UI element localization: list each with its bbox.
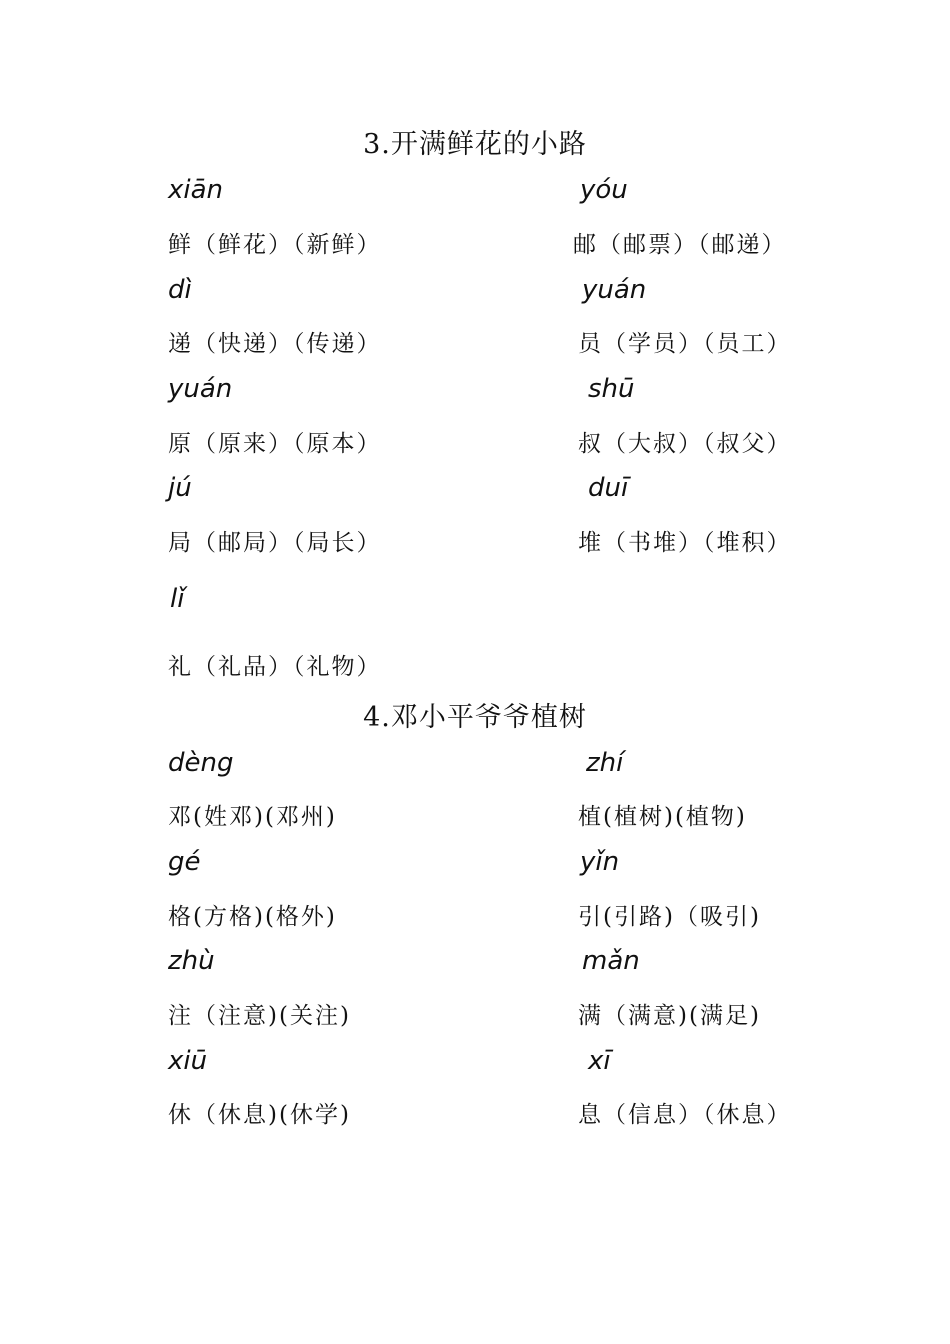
lesson4-title: 4.邓小平爷爷植树 bbox=[363, 702, 587, 733]
pinyin-ju: jú bbox=[168, 473, 192, 503]
pinyin-deng: dèng bbox=[168, 748, 234, 778]
pinyin-xian: xiān bbox=[168, 175, 224, 205]
words-di: 递（快递）（传递） bbox=[168, 331, 382, 357]
pinyin-yin: yǐn bbox=[580, 847, 620, 877]
words-dui: 堆（书堆）（堆积） bbox=[578, 530, 792, 556]
pinyin-shu: shū bbox=[588, 374, 635, 404]
pinyin-you: yóu bbox=[580, 175, 628, 205]
words-xian: 鲜（鲜花）（新鲜） bbox=[168, 232, 382, 258]
pinyin-ge: gé bbox=[168, 847, 201, 877]
words-man: 满（满意)(满足) bbox=[578, 1003, 761, 1029]
pinyin-yuan-1: yuán bbox=[582, 275, 647, 305]
pinyin-di: dì bbox=[168, 275, 192, 305]
words-yin: 引(引路)（吸引) bbox=[578, 904, 761, 930]
words-ju: 局（邮局）（局长） bbox=[168, 530, 382, 556]
words-zhi: 植(植树)(植物) bbox=[578, 804, 747, 830]
pinyin-yuan-2: yuán bbox=[168, 374, 233, 404]
lesson3-title: 3.开满鲜花的小路 bbox=[363, 129, 587, 160]
pinyin-xiu: xiū bbox=[168, 1046, 208, 1076]
pinyin-li: lǐ bbox=[170, 584, 185, 614]
words-yuan-2: 原（原来）（原本） bbox=[168, 431, 382, 457]
words-ge: 格(方格)(格外) bbox=[168, 904, 337, 930]
pinyin-zhi: zhí bbox=[586, 748, 624, 778]
words-yuan-1: 员（学员）（员工） bbox=[578, 331, 792, 357]
pinyin-dui: duī bbox=[588, 473, 629, 503]
words-deng: 邓(姓邓)(邓州) bbox=[168, 804, 337, 830]
pinyin-zhu: zhù bbox=[168, 946, 215, 976]
pinyin-man: mǎn bbox=[582, 946, 640, 976]
words-you: 邮（邮票）（邮递） bbox=[573, 232, 787, 258]
words-shu: 叔（大叔）（叔父） bbox=[578, 431, 792, 457]
pinyin-xi: xī bbox=[588, 1046, 611, 1076]
words-zhu: 注（注意)(关注) bbox=[168, 1003, 351, 1029]
words-li: 礼（礼品）（礼物） bbox=[168, 654, 382, 680]
words-xiu: 休（休息)(休学) bbox=[168, 1102, 351, 1128]
words-xi: 息（信息）（休息） bbox=[578, 1102, 792, 1128]
